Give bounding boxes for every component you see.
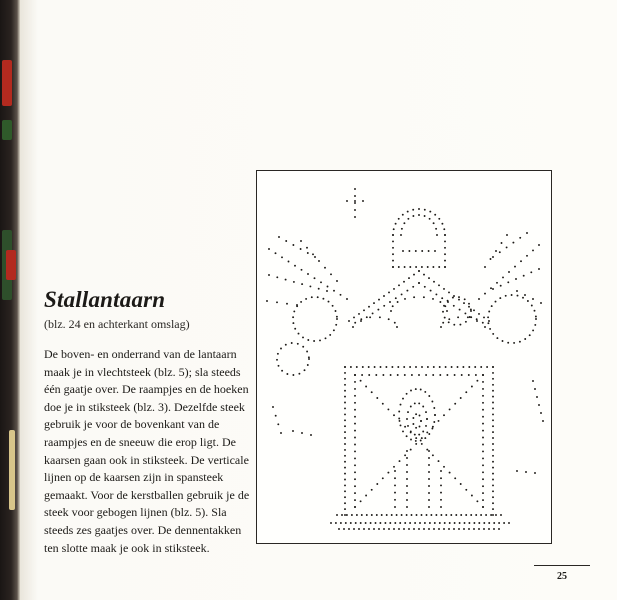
ribbon-green bbox=[2, 120, 12, 140]
lantern-dot-pattern bbox=[257, 171, 551, 543]
pattern-title: Stallantaarn bbox=[44, 287, 166, 312]
page-number: 25 bbox=[557, 571, 567, 582]
ribbon-red bbox=[6, 250, 16, 280]
pattern-illustration bbox=[256, 170, 552, 544]
pattern-reference: (blz. 24 en achterkant omslag) bbox=[44, 317, 190, 331]
straw-strip bbox=[9, 430, 15, 510]
book-spine-edge bbox=[0, 0, 20, 600]
ribbon-red bbox=[2, 60, 12, 106]
page-number-rule bbox=[534, 565, 590, 566]
pattern-instructions: De boven- en onderrand van de lantaarn maak je in vlechtsteek (blz. 5); sla steeds één gaatje over. De raampjes en de hoeken doe je in stiksteek (blz. 3). Dezelfde steek gebruik je voor de bovenkant van de raampjes en de sneeuw die erop ligt. De kaarsen gaan ook in stiksteek. De verticale lijnen op de kaarsen zijn in spansteek gemaakt. Voor de kerstballen gebruik je de steek voor gebogen lijnen (blz. 5). Sla steeds zes gaatjes over. De dennentakken ten slotte maak je ook in stiksteek. bbox=[44, 347, 250, 555]
